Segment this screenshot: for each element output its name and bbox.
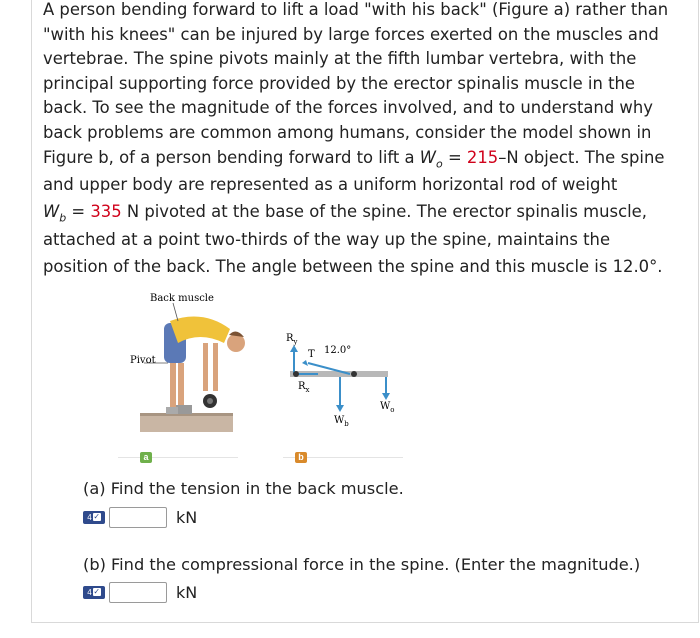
- answer-b-input[interactable]: [109, 582, 167, 603]
- text: =: [66, 202, 91, 222]
- variable-wb: [43, 202, 67, 225]
- figure-a-line: [118, 457, 238, 458]
- problem-line: [43, 200, 691, 225]
- ry-arrow: [290, 345, 298, 352]
- figure-a-tab[interactable]: a: [140, 452, 152, 463]
- unit-label: kN: [176, 582, 198, 602]
- rx-label: [298, 381, 310, 394]
- problem-line: and upper body are represented as a uniform horizontal rod of weight: [43, 175, 618, 195]
- back-muscle-label: Back muscle: [150, 293, 214, 304]
- answer-b-row: [83, 582, 197, 602]
- text: N pivoted at the base of the spine. The erector spinalis muscle,: [121, 202, 647, 222]
- wo-label: [380, 401, 395, 414]
- answer-a-input[interactable]: [109, 507, 167, 528]
- figure: [118, 283, 413, 468]
- attempts-badge: [83, 586, 105, 599]
- t: x: [305, 386, 310, 394]
- problem-line: A person bending forward to lift a load "with his back" (Figure a) rather than: [43, 0, 669, 19]
- t: R: [298, 381, 306, 392]
- t: b: [344, 420, 349, 428]
- problem-line: back problems are common among humans, consider the model shown in: [43, 122, 652, 142]
- text: –N object. The spine: [498, 147, 665, 167]
- t: W: [334, 415, 345, 426]
- answer-a-row: [83, 507, 197, 527]
- unit-label: kN: [176, 507, 198, 527]
- check-icon: ✓: [93, 512, 101, 521]
- value-wb: 335: [90, 202, 122, 222]
- angle-label: 12.0°: [324, 345, 352, 356]
- question-a-text: (a) Find the tension in the back muscle.: [83, 479, 404, 498]
- value-wo: 215: [466, 147, 499, 167]
- tension-label: T: [308, 349, 315, 360]
- var-letter: W: [419, 147, 436, 167]
- wb-arrow: [336, 405, 344, 412]
- attempts-count: 4: [87, 512, 92, 522]
- pivot-label: Pivot: [130, 355, 156, 366]
- tension-arrow: [302, 360, 308, 366]
- t: o: [390, 406, 395, 414]
- var-sub: o: [436, 156, 443, 170]
- problem-line: attached at a point two-thirds of the way up the spine, maintains the: [43, 229, 611, 249]
- text: =: [442, 147, 467, 167]
- ground-block: [140, 414, 233, 432]
- t: W: [380, 401, 391, 412]
- person-illustration: [144, 303, 245, 414]
- var-letter: W: [43, 202, 60, 222]
- problem-line: [43, 146, 691, 171]
- figure-b-tab[interactable]: b: [295, 452, 307, 463]
- question-b-text: (b) Find the compressional force in the spine. (Enter the magnitude.): [83, 555, 641, 574]
- attempts-count: 4: [87, 587, 92, 597]
- text: Figure b, of a person bending forward to lift a: [43, 147, 420, 167]
- problem-line: position of the back. The angle between the spine and this muscle is 12.0°.: [43, 256, 663, 276]
- problem-line: vertebrae. The spine pivots mainly at the fifth lumbar vertebra, with the: [43, 49, 637, 69]
- problem-line: principal supporting force provided by the erector spinalis muscle in the: [43, 73, 635, 93]
- ry-label: [286, 333, 298, 346]
- problem-text: [43, 0, 691, 279]
- check-icon: ✓: [93, 587, 101, 596]
- problem-line: "with his knees" can be injured by large forces exerted on the muscles and: [43, 24, 659, 44]
- var-sub: b: [59, 211, 67, 225]
- wo-arrow: [382, 393, 390, 400]
- variable-wo: [419, 147, 443, 170]
- t: R: [286, 333, 294, 344]
- wb-label: [334, 415, 349, 428]
- t: y: [293, 338, 298, 346]
- attempts-badge: [83, 511, 105, 524]
- problem-line: back. To see the magnitude of the forces involved, and to understand why: [43, 98, 653, 118]
